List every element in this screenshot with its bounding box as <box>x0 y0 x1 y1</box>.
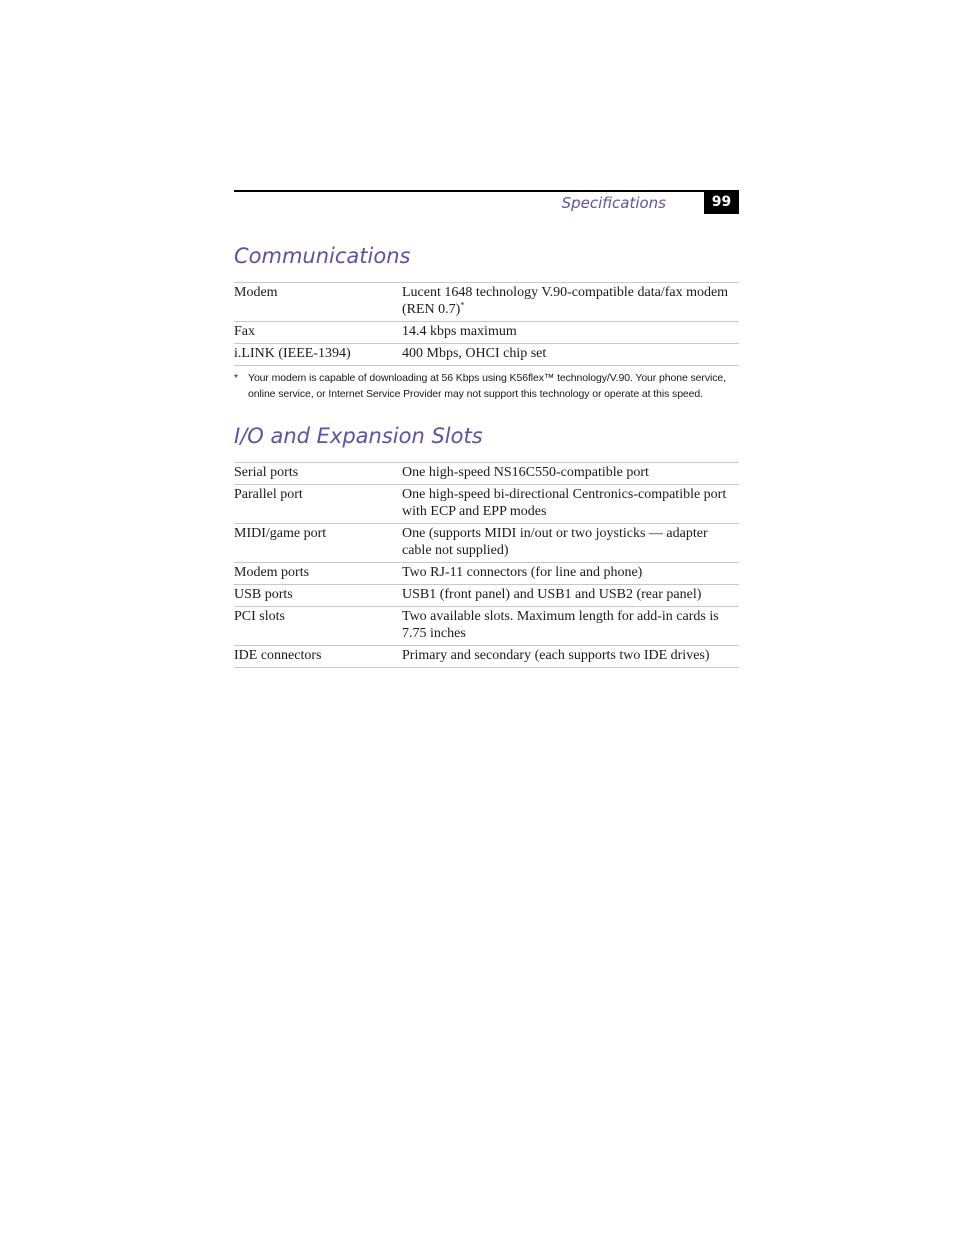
table-row <box>234 485 739 524</box>
table-row <box>234 607 739 646</box>
row-value: One high-speed bi-directional Centronics-compatible port with ECP and EPP modes <box>402 485 739 524</box>
row-value-text: Lucent 1648 technology V.90-compatible data/fax modem (REN 0.7) <box>402 285 729 317</box>
table-row <box>234 524 739 563</box>
row-value: Two RJ-11 connectors (for line and phone) <box>402 563 739 585</box>
table-row <box>234 322 739 344</box>
row-value: 400 Mbps, OHCI chip set <box>402 344 739 366</box>
row-label: MIDI/game port <box>234 524 402 563</box>
footnote-mark: * <box>234 372 238 384</box>
footnote-marker: * <box>460 300 465 310</box>
row-value <box>402 283 739 322</box>
row-label: i.LINK (IEEE-1394) <box>234 344 402 366</box>
header-rule <box>234 190 739 192</box>
row-value: USB1 (front panel) and USB1 and USB2 (rear panel) <box>402 585 739 607</box>
communications-table <box>234 282 739 366</box>
footnote <box>234 370 744 402</box>
row-label: PCI slots <box>234 607 402 646</box>
table-row <box>234 585 739 607</box>
row-value: Two available slots. Maximum length for add-in cards is 7.75 inches <box>402 607 739 646</box>
row-label: IDE connectors <box>234 646 402 668</box>
row-label: Parallel port <box>234 485 402 524</box>
row-value: One (supports MIDI in/out or two joysticks — adapter cable not supplied) <box>402 524 739 563</box>
row-label: Modem ports <box>234 563 402 585</box>
io-expansion-title: I/O and Expansion Slots <box>234 424 483 448</box>
page-number: 99 <box>704 191 739 214</box>
table-row <box>234 563 739 585</box>
io-expansion-table <box>234 462 739 668</box>
row-label: Serial ports <box>234 463 402 485</box>
table-row <box>234 344 739 366</box>
row-value: Primary and secondary (each supports two IDE drives) <box>402 646 739 668</box>
table-row <box>234 646 739 668</box>
row-value: One high-speed NS16C550-compatible port <box>402 463 739 485</box>
row-label: Modem <box>234 283 402 322</box>
row-label: Fax <box>234 322 402 344</box>
row-label: USB ports <box>234 585 402 607</box>
table-row <box>234 463 739 485</box>
running-head: Specifications <box>561 194 666 212</box>
footnote-text: Your modem is capable of downloading at 56 Kbps using K56flex™ technology/V.90. Your phone service, online service, or Internet Service Provider may not support this technology or operate at this speed. <box>248 372 726 400</box>
table-row <box>234 283 739 322</box>
communications-title: Communications <box>234 244 411 268</box>
row-value: 14.4 kbps maximum <box>402 322 739 344</box>
